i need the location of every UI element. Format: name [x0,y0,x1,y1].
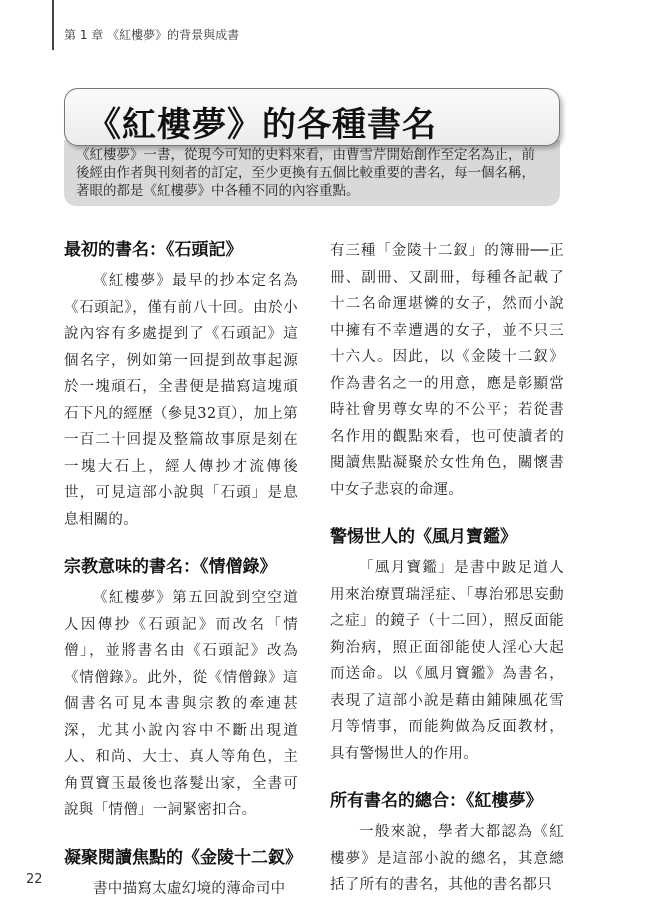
intro-text: 《紅樓夢》一書，從現今可知的史料來看，由曹雪芹開始創作至定名為止，前後經由作者與刊刻者的訂定，至少更換有五個比較重要的書名，每一個名稱，著眼的都是《紅樓夢》中各種不同的內容重點。 [76,147,535,199]
section-body-redmansion: 一般來說，學者大都認為《紅樓夢》是這部小說的總名，其意總括了所有的書名，其他的書名都只 [330,824,564,893]
chapter-header: 第 1 章 《紅樓夢》的背景與成書 [64,28,240,42]
page-title: 《紅樓夢》的各種書名 [87,105,437,145]
section-body-jinling-cont: 有三種「金陵十二釵」的簿冊──正冊、副冊、又副冊，每種各記載了十二名命運堪憐的女子，然而小說中擁有不幸遭遇的女子，並不只三十六人。因此，以《金陵十二釵》作為書名之一的用意，應是彰顯當時社會男尊女卑的不公平；若從書名作用的觀點來看，也可使讀者的閱讀焦點凝聚於女性角色，關懷書中女子悲哀的命運。 [330,243,564,498]
section-heading-redmansion: 所有書名的總合：《紅樓夢》 [330,791,543,811]
left-column [64,238,302,902]
section-heading-stone: 最初的書名：《石頭記》 [64,240,243,260]
section-body-stone: 《紅樓夢》最早的抄本定名為《石頭記》，僅有前八十回。由於小說內容有多處提到了《石頭記》這個名字，例如第一回提到故事起源於一塊頑石，全書便是描寫這塊頑石下凡的經歷（參見32頁），加上第一百二十回提及整篇故事原是刻在一塊大石上，經人傳抄才流傳後世，可見這部小說與「石頭」是息息相關的。 [64,273,298,528]
title-box [64,88,560,146]
page-number: 22 [26,872,43,887]
section-heading-jinling: 凝聚閱讀焦點的《金陵十二釵》 [64,847,302,868]
section-heading-monk: 宗教意味的書名：《情僧錄》 [64,557,277,577]
section-body-jinling-start: 書中描寫太虛幻境的薄命司中 [93,880,286,897]
section-heading-mirror: 警惕世人的《風月寶鑑》 [330,527,517,547]
intro-box [64,140,560,206]
header-rule [52,0,54,50]
right-column [330,238,564,899]
section-body-mirror: 「風月寶鑑」是書中跛足道人用來治療賈瑞淫症、「專治邪思妄動之症」的鏡子（十二回），照反面能夠治病，照正面卻能使人淫心大起而送命。以《風月寶鑑》為書名，表現了這部小說是藉由鋪陳風花雪月等情事，而能夠做為反面教材，具有警惕世人的作用。 [330,560,564,762]
section-body-monk: 《紅樓夢》第五回說到空空道人因傳抄《石頭記》而改名「情僧」，並將書名由《石頭記》改為《情僧錄》。此外，從《情僧錄》這個書名可見本書與宗教的牽連甚深，尤其小說內容中不斷出現道人、和尚、大士、真人等角色，主角賈寶玉最後也落髮出家，全書可說與「情僧」一詞緊密扣合。 [64,590,298,818]
